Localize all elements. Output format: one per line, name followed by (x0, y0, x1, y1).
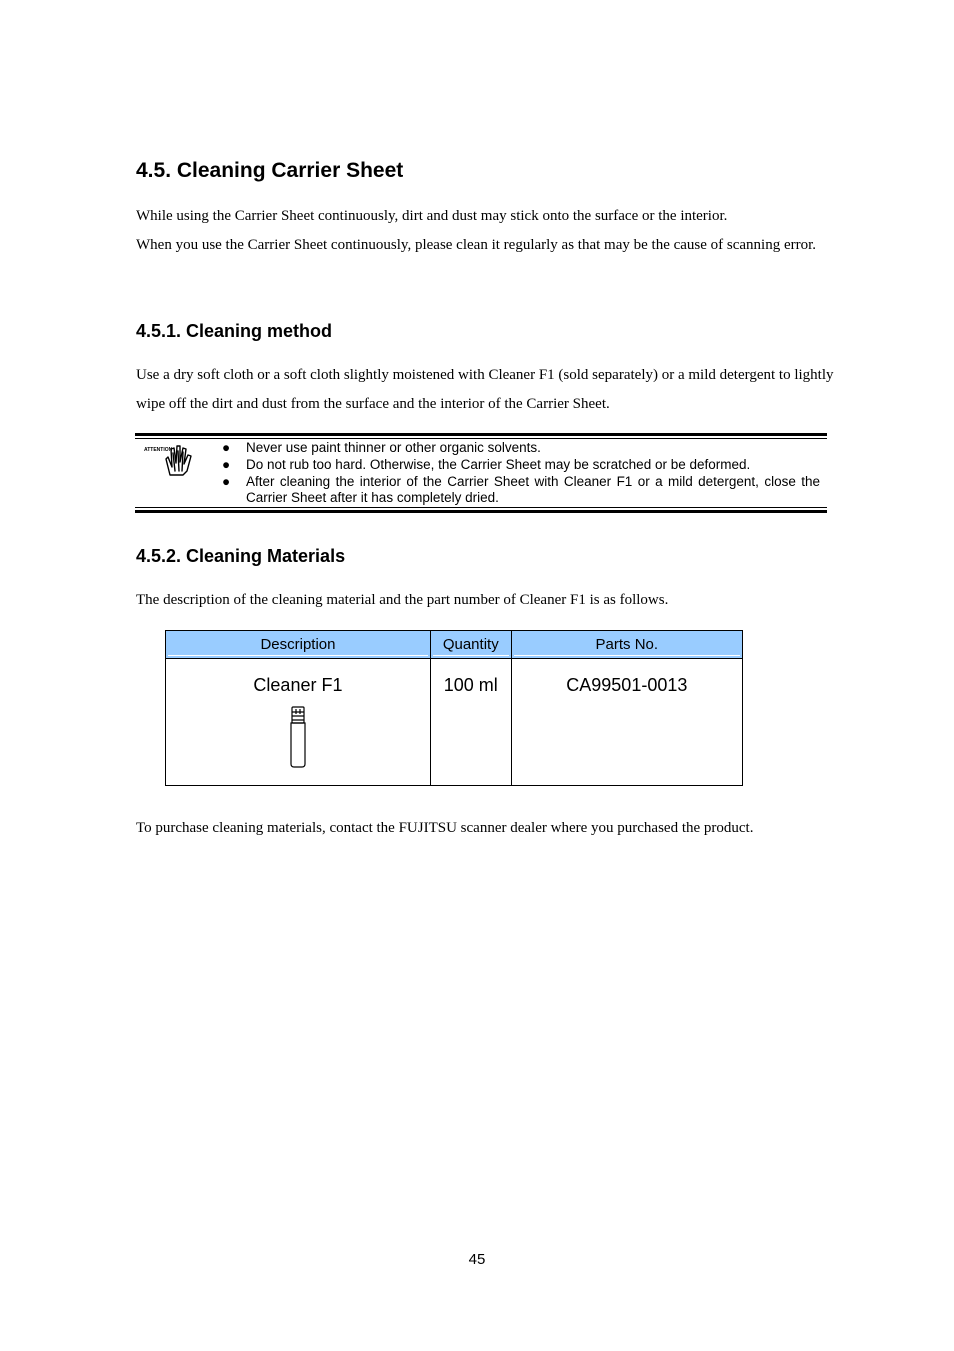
method-paragraph: Use a dry soft cloth or a soft cloth slightly moistened with Cleaner F1 (sold separately) or a mild detergent to lightly wipe off the dirt and dust from the surface and the interior of the Carrier Sheet. (136, 367, 834, 412)
intro-paragraph-2: When you use the Carrier Sheet continuously, please clean it regularly as that may be the cause of scanning error. (136, 237, 817, 253)
column-header-description (166, 631, 431, 659)
materials-intro-paragraph: The description of the cleaning material and the part number of Cleaner F1 is as follows. (136, 592, 669, 608)
spray-bottle-icon (288, 706, 308, 768)
materials-table (165, 630, 743, 786)
attention-item-text: After cleaning the interior of the Carrier Sheet with Cleaner F1 or a mild detergent, close the Carrier Sheet after it has completely dried. (246, 473, 820, 506)
materials-intro (136, 586, 841, 615)
cell-description (166, 659, 431, 786)
section-title: 4.5. Cleaning Carrier Sheet (136, 159, 404, 182)
purchase-note (136, 814, 841, 843)
description-text: Cleaner F1 (253, 675, 343, 695)
page-number: 45 (468, 1251, 486, 1268)
column-header-label: Quantity (442, 636, 499, 653)
method-title: 4.5.1. Cleaning method (136, 321, 333, 341)
column-header-label: Parts No. (595, 636, 659, 653)
materials-title: 4.5.2. Cleaning Materials (136, 546, 346, 566)
attention-rule-top-thin (135, 438, 827, 439)
bullet-icon: ● (222, 473, 231, 489)
column-header-label: Description (260, 636, 336, 653)
attention-label: ATTENTION (144, 447, 173, 453)
attention-hand-icon (144, 441, 202, 477)
section-intro (136, 202, 841, 260)
attention-rule-bottom (135, 510, 827, 513)
attention-list (222, 440, 820, 507)
attention-rule-top (135, 433, 827, 436)
cell-quantity (430, 659, 511, 786)
purchase-note-paragraph: To purchase cleaning materials, contact the FUJITSU scanner dealer where you purchased the product. (136, 820, 754, 836)
attention-item-text: Do not rub too hard. Otherwise, the Carrier Sheet may be scratched or be deformed. (246, 456, 751, 472)
attention-item-text: Never use paint thinner or other organic solvents. (246, 440, 541, 455)
table-header-row (166, 631, 743, 659)
cell-parts-no (511, 659, 742, 786)
column-header-quantity (430, 631, 511, 659)
bullet-icon: ● (222, 456, 231, 472)
parts-no-text: CA99501-0013 (566, 675, 688, 695)
column-header-parts-no (511, 631, 742, 659)
quantity-text: 100 ml (443, 675, 498, 695)
intro-paragraph-1: While using the Carrier Sheet continuously, dirt and dust may stick onto the surface or the interior. (136, 208, 728, 224)
method-body (136, 361, 841, 419)
attention-item-1 (222, 440, 820, 457)
attention-rule-bottom-thin (135, 507, 827, 508)
bullet-icon: ● (222, 440, 231, 455)
attention-item-3 (222, 474, 820, 508)
table-row (166, 659, 743, 786)
attention-item-2 (222, 457, 820, 474)
